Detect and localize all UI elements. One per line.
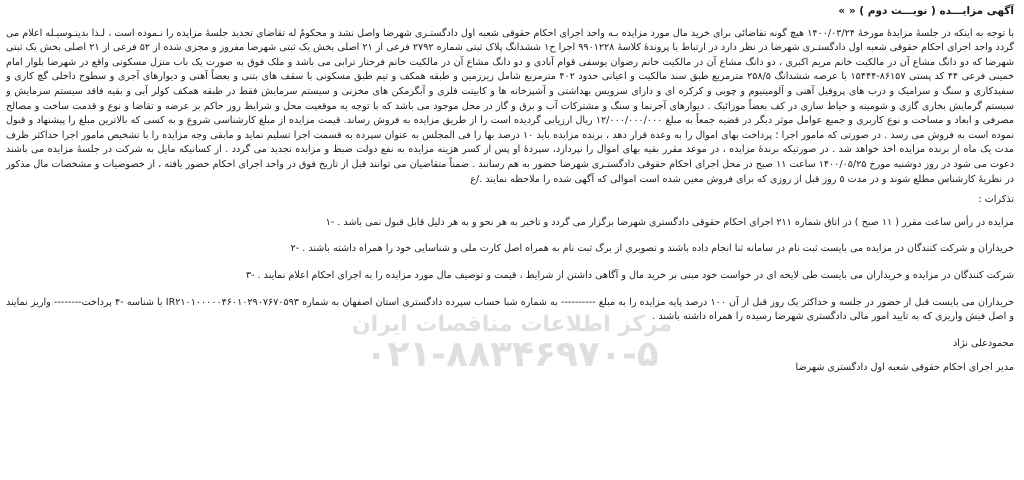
note-item: شرکت کنندگان در مزایده و خریداران می بایست طی لایحه ای در خواست خود مبنی بر خرید مال و آگاهی داشتن از شرایط ، قیمت و توصیف مال مورد مزایده را به اجرای احکام اعلام نمایند . -۳ [245, 269, 1014, 281]
notice-title: آگهی مزایـــده ( نوبـــت دوم ) « » [838, 5, 1014, 17]
notes-heading: تذکرات : [978, 194, 1014, 206]
note-item: خریداران می بایست قبل از حضور در جلسه و حداکثر یک روز قبل از آن ۱۰۰ درصد پایه مزایده را به مبلغ ---------- به شماره شبا حساب سپرده دادگستری استان اصفهان به شماره IR۲۱۰۱۰۰۰۰۰۴۶۰۱۰۲۹۰۷۶۷۰۵۹۳ با شناسه -۴ پرداخت-------- واریز نمایند و اصل فیش واریزی که به تایید امور مالی دادگستری شهرضا رسیده را همراه داشته باشند . [6, 296, 1014, 323]
note-item: خریداران و شرکت کنندگان در مزایده می بایست ثبت نام در سامانه ثنا انجام داده باشند و تصویری از برگ ثبت نام به همراه اصل کارت ملی و شناسایی خود را همراه داشته باشند . -۲ [290, 243, 1014, 255]
signer-name: محمودعلی نژاد [953, 337, 1014, 349]
notice-body: با توجه به اینکه در جلسهٔ مزایدهٔ مورخهٔ ۱۴۰۰/۰۳/۲۴ هیچ گونه تقاضائی برای خرید مال مورد مزایده بـه واحد اجرای احکام حقوقی شعبه اول دادگستـری شهرضا واصل نشد و محکومٌ له تقاضای تجدید جلسهٔ مزایده را نـموده است ، لـذا بدینـوسیـله اعلام می گردد واحد اجرای احکام حقوقی شعبه اول دادگستـری شهرضا در نظر دارد در ارتباط با پروندهٔ کلاسهٔ ۹۹۰۱۲۲۸ اجرا ح۱ ششدانگ پلاک ثبتی شماره ۲۷۹۲ فرعی از ۲۱ اصلی بخش یک ثبتی شهرضا مفروز و مجزی شده از ۵۲ فرعی از ۲۱ اصلی بخش یک ثبتی شهرضا که دو دانگ مشاع آن در مالکیت خانم مریم اکبری ، دو دانگ مشاع آن در مالکیت خانم رضوان یوسفی قوام آبادی و دو دانگ مشاع آن در مالکیت خانم فرحناز ترابی می باشد و ملک فوق به صورت یک باب منزل مسکونی واقع در شهرضا بلوار امام خمینی فرعی ۴۴ کد پستی ۸۶۱۵۷-۱۵۴۴۴ با عرصه ششدانگ ۲۵۸/۵ مترمربع طبق سند مالکیت و اعیانی حدود ۴۰۲ مترمربع شامل زیرزمین و طبقه همکف و تیم طبق مسکونی با سقف های بتنی و بعضاً آهنی و دیوارهای آجری و سطوح داخلی گچ کاری و سفیدکاری و سنگ و سرامیک و درب های پروفیل آهنی و آلومینیوم و چوبی و کرکره ای و دارای سرویس بهداشتی و آشپزخانه ها و کابینت فلزی و آبگرمکن های مخزنی و سیستم سرمایش فقط در طبقه همکف کولر آبی و بقیه فاقد سیستم سرمایش و سیستم گرمایش بخاری گازی و شومینه و حیاط سازی در کف بعضاً موزائیک . دیوارهای آجرنما و سنگ و مشترکات آب و برق و گاز در محل موجود می باشد که با توجه به موقعیت محل و شرایط روز حاکم بر عرضه و تقاضا و نوع و قدمت ساخت و مصالح مصرفی و ابعاد و مساحت و نوع کاربری و جمیع عوامل موثر دیگر در قضیه جمعاً به مبلغ ۱۲/۰۰۰/۰۰۰/۰۰۰ ریال ارزیابی گردیده است را از طریق مزایده به فروش رساند. قیمت مزایده از مبلغ کارشناسی شروع و به کسی که بالاترین مبلغ را پیشنهاد و قبول نموده است به فروش می رسد . در صورتی که مامور اجرا ؛ پرداخت بهای اموال را به وعده قرار دهد ، برنده مزایده باید ۱۰ درصد بها را فی المجلس به عنوان سپرده به قسمت اجرا تسلیم نماید و مابقی وجه مزایده را با تشخیص مامور اجرا حداکثر ظرف مدت یک ماه از برنده مزایده اخذ خواهد شد . در صورتیکه برندهٔ مزایده ، در موعد مقرر بقیه بهای اموال را نپردازد، سپردهٔ او پس از کسر هزینه مزایده به نفع دولت ضبط و مزایده تجدید می گردد . از کسانیکه مایل به شرکت در جلسهٔ مزایده می باشند دعوت می شود در روز دوشنبه مورخ ۱۴۰۰/۰۵/۲۵ ساعت ۱۱ صبح در محل اجرای احکام حقوقی دادگستـری شهرضا حضور به هم رسانند . ضمناً متقاضیان می توانند قبل از تاریخ فوق در واحد اجرای احکام حضور یافته ، از خصوصیات و مشخصات مال مذکور در نظریهٔ کارشناس مطلع شوند و در مدت ۵ روز قبل از روزی که برای فروش معین شده است اموالی که آگهی شده را ملاحظه نمایند ./ع [6, 27, 1015, 185]
note-item: مزایده در رأس ساعت مقرر ( ۱۱ صبح ) در اتاق شماره ۲۱۱ اجرای احکام حقوقی دادگستری شهرضا برگزار می گردد و تاخیر به هر نحو و به هر دلیل قابل قبول نمی باشد . -۱ [325, 216, 1014, 228]
signer-title: مدیر اجرای احکام حقوقی شعبه اول دادگستری شهرضا [795, 362, 1014, 374]
watermark-text: مرکز اطلاعات مناقصات ایران [351, 312, 673, 337]
watermark-phone: ۰۲۱-۸۸۳۴۶۹۷۰-۵ [365, 334, 659, 375]
